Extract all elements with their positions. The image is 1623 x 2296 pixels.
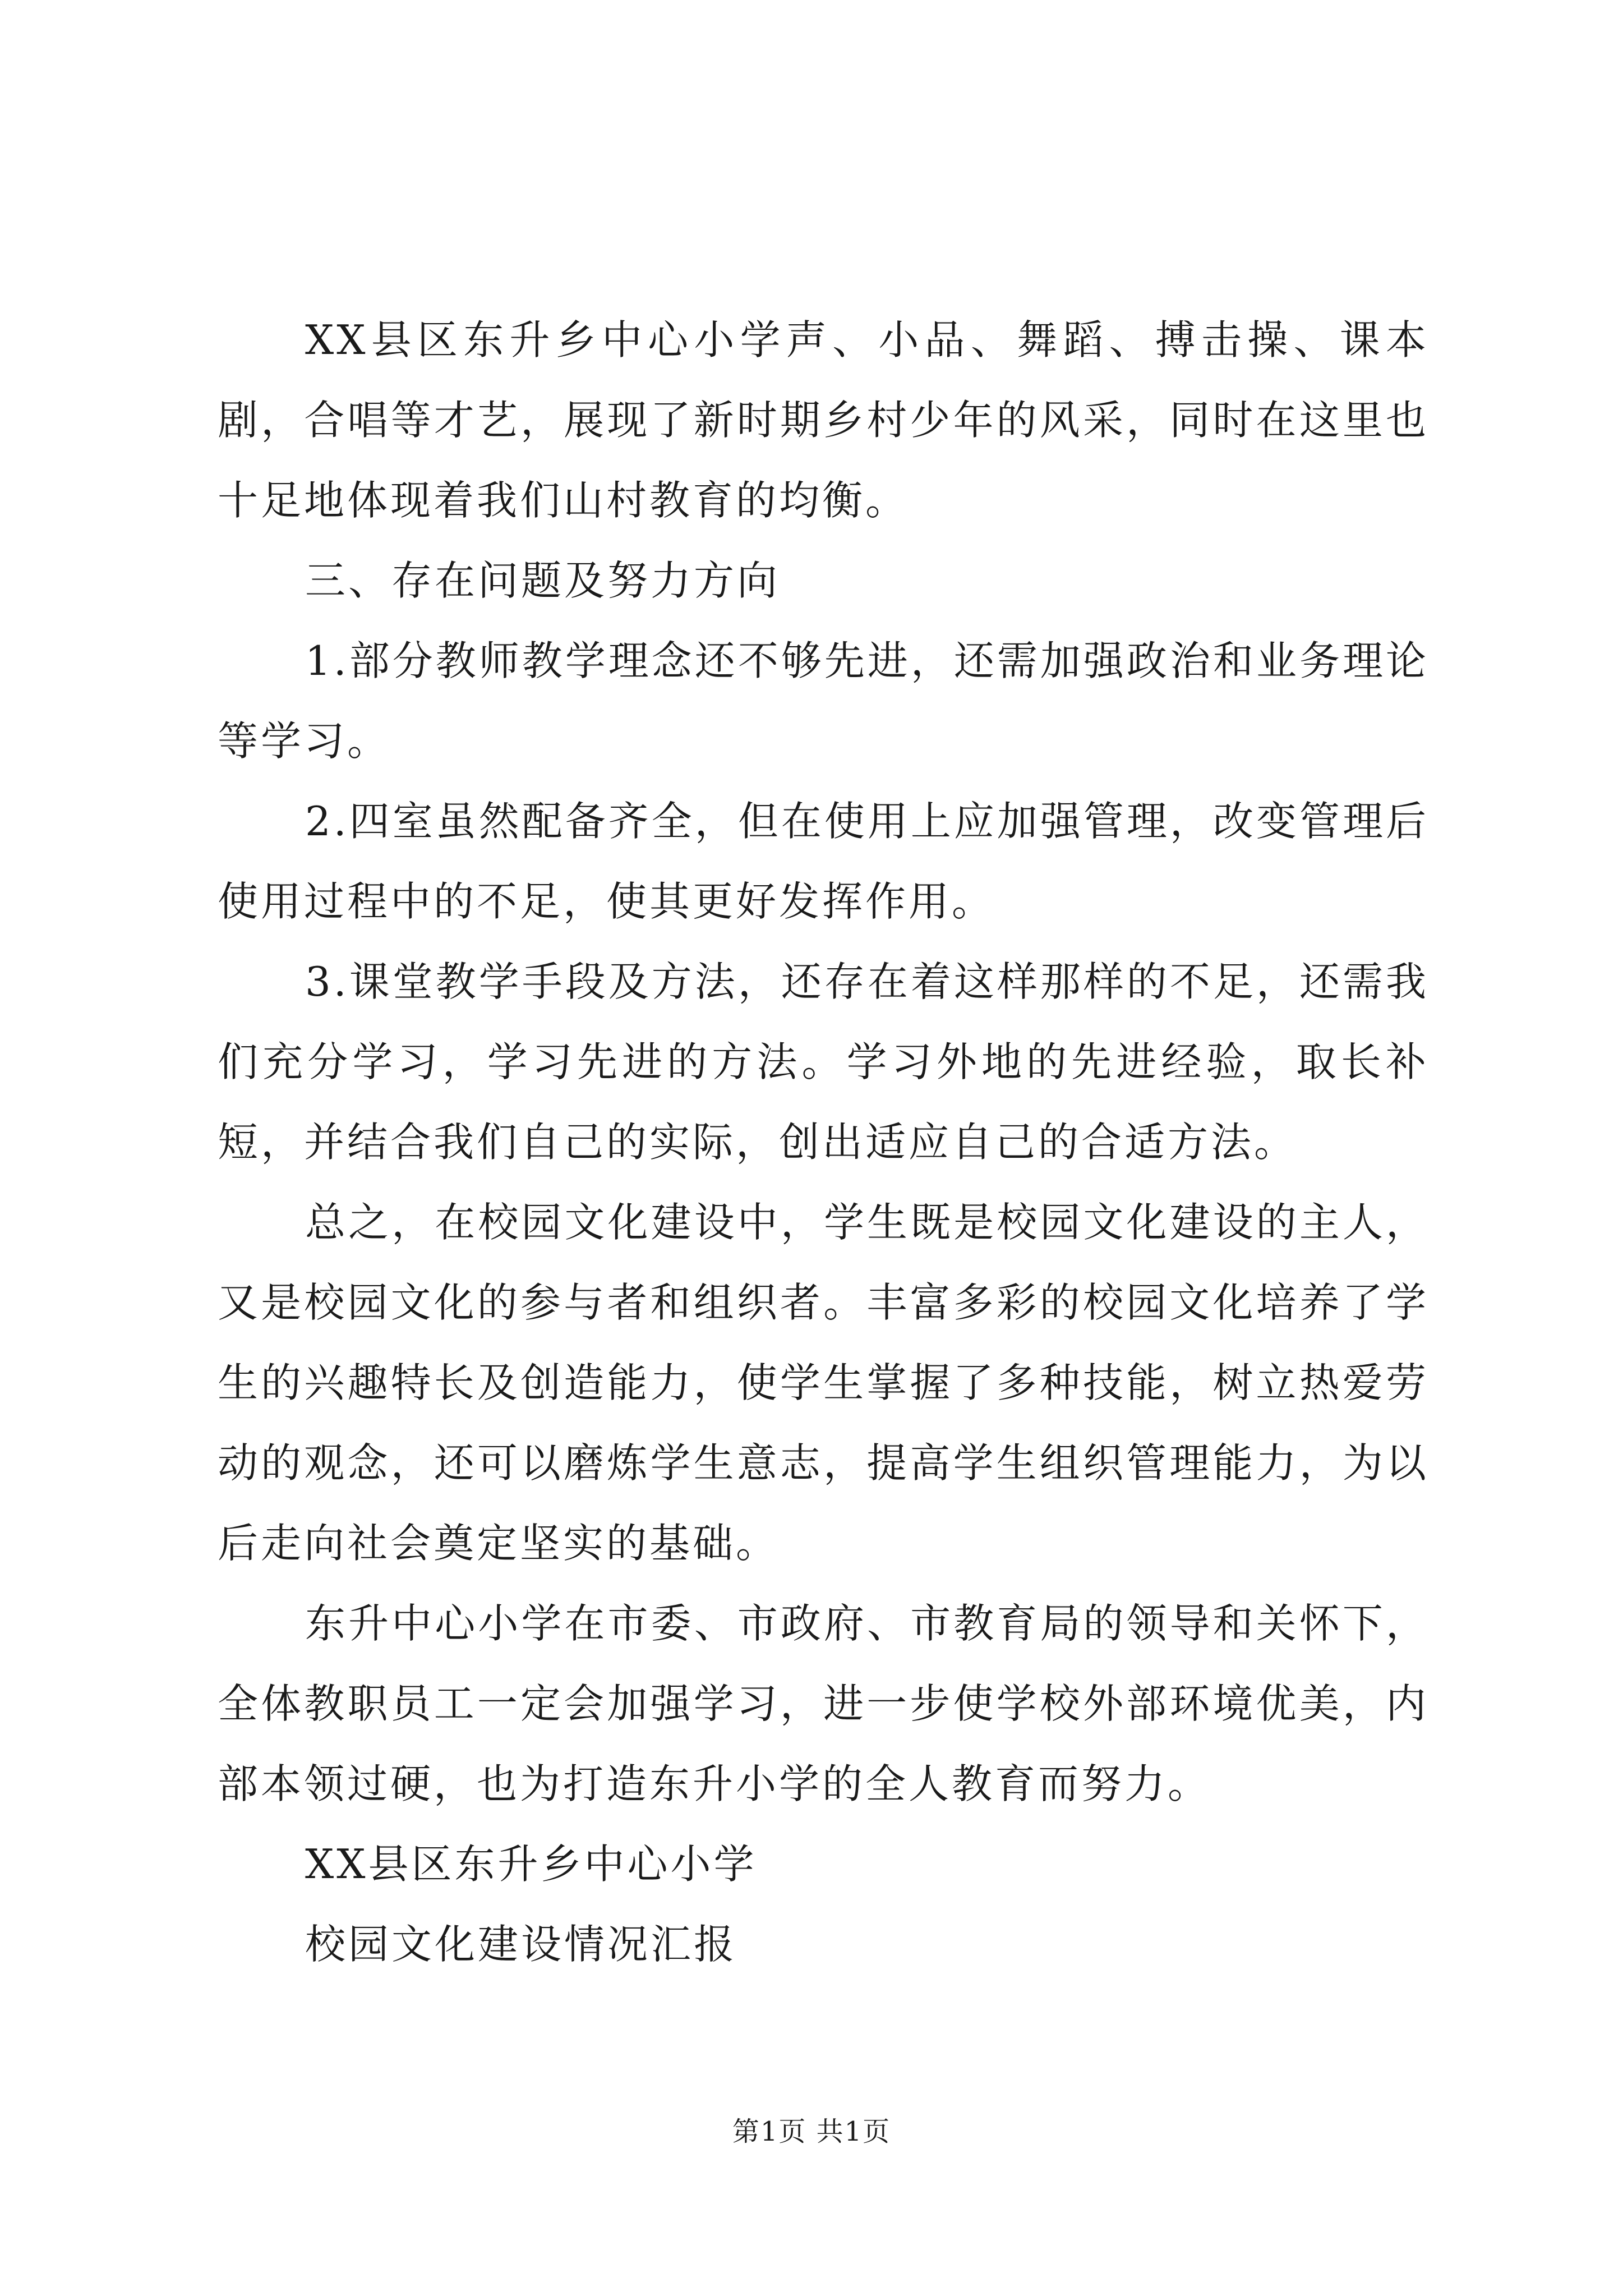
- paragraph-item-3: 3.课堂教学手段及方法，还存在着这样那样的不足，还需我们充分学习，学习先进的方法。学习外地的先进经验，取长补短，并结合我们自己的实际，创出适应自己的合适方法。: [218, 958, 1429, 1166]
- signature-school: XX县区东升乡中心小学: [305, 1841, 757, 1888]
- paragraph-item-2: 2.四室虽然配备齐全，但在使用上应加强管理，改变管理后使用过程中的不足，使其更好发挥作用。: [218, 798, 1429, 925]
- signature-report-title: 校园文化建设情况汇报: [305, 1921, 737, 1968]
- paragraph-performance: XX县区东升乡中心小学声、小品、舞蹈、搏击操、课本剧，合唱等才艺，展现了新时期乡村少年的风采，同时在这里也十足地体现着我们山村教育的均衡。: [218, 316, 1429, 524]
- paragraph-item-1: 1.部分教师教学理念还不够先进，还需加强政治和业务理论等学习。: [218, 637, 1429, 765]
- paragraph-summary: 总之，在校园文化建设中，学生既是校园文化建设的主人，又是校园文化的参与者和组织者。丰富多彩的校园文化培养了学生的兴趣特长及创造能力，使学生掌握了多种技能，树立热爱劳动的观念，还可以磨炼学生意志，提高学生组织管理能力，为以后走向社会奠定坚实的基础。: [218, 1199, 1429, 1567]
- page-footer: 第1页 共1页: [732, 2116, 891, 2147]
- section-heading-problems: 三、存在问题及努力方向: [305, 557, 781, 604]
- document-body: [218, 300, 1429, 1985]
- paragraph-closing: 东升中心小学在市委、市政府、市教育局的领导和关怀下，全体教职员工一定会加强学习，进一步使学校外部环境优美，内部本领过硬，也为打造东升小学的全人教育而努力。: [218, 1600, 1429, 1807]
